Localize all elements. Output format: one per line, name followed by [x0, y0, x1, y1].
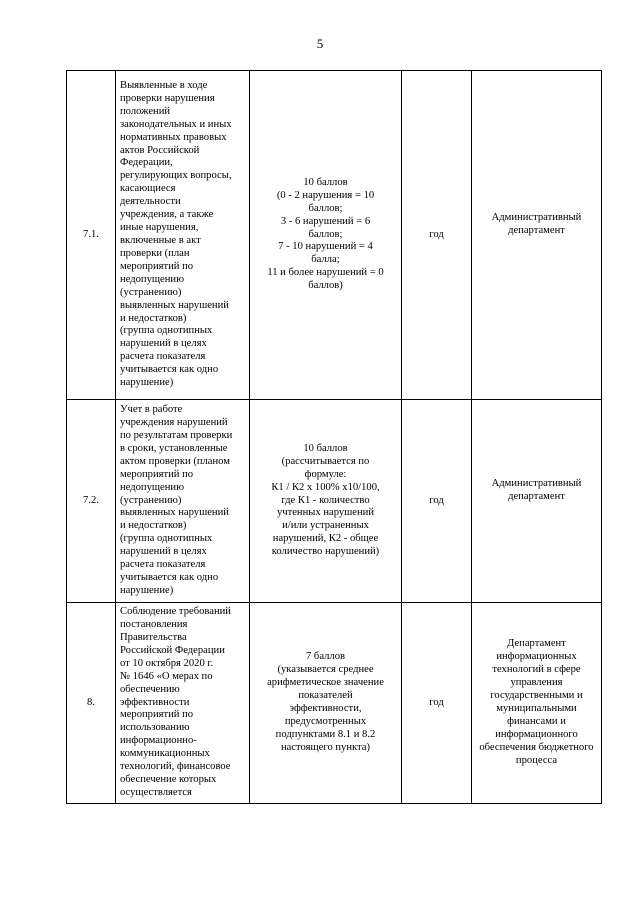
text-line: 10 баллов — [303, 176, 348, 188]
text-line: выявленных нарушений — [120, 299, 229, 311]
text-line: законодательных и иных — [120, 118, 232, 130]
text-line: осуществляется — [120, 786, 192, 798]
text-line: Административный — [491, 212, 582, 224]
text-line: положений — [120, 105, 171, 117]
text-line: недопущению — [120, 481, 184, 493]
text-line: баллов) — [308, 280, 343, 292]
text-line: по результатам проверки — [120, 429, 233, 441]
text-line: (устранению) — [120, 494, 182, 506]
text-line: управления — [510, 677, 563, 689]
text-line: предусмотренных — [284, 715, 367, 727]
text-line: актом проверки (планом — [120, 455, 230, 467]
text-line: формуле: — [304, 468, 347, 480]
score-cell — [250, 603, 402, 804]
text-line: технологий, финансовое — [120, 761, 231, 773]
text-line: деятельности — [120, 196, 181, 208]
text-line: учтенных нарушений — [276, 507, 375, 519]
text-line: показателей — [298, 690, 353, 702]
table-row — [67, 400, 602, 603]
text-line: (указывается среднее — [277, 664, 374, 676]
text-line: (0 - 2 нарушения = 10 — [276, 189, 375, 201]
text-line: выявленных нарушений — [120, 507, 229, 519]
criterion-name — [116, 603, 250, 804]
text-line: К1 / К2 х 100% х10/100, — [271, 481, 380, 493]
criterion-name — [116, 71, 250, 400]
criteria-table — [66, 70, 602, 804]
text-line: балла; — [311, 254, 340, 266]
text-line: количество нарушений) — [271, 546, 380, 558]
text-line: 10 баллов — [303, 442, 348, 454]
period-cell: год — [402, 603, 472, 804]
row-number: 7.2. — [67, 400, 116, 603]
responsible-cell — [472, 71, 602, 400]
text-line: от 10 октября 2020 г. — [120, 657, 214, 669]
text-line: настоящего пункта) — [280, 741, 371, 753]
text-line: расчета показателя — [120, 559, 206, 571]
text-line: эффективности — [120, 696, 190, 708]
text-line: баллов; — [308, 228, 343, 240]
text-line: недопущению — [120, 273, 184, 285]
text-line: Правительства — [120, 631, 187, 643]
score-cell — [250, 400, 402, 603]
text-line: коммуникационных — [120, 748, 210, 760]
text-line: информационно- — [120, 735, 197, 747]
text-line: 11 и более нарушений = 0 — [267, 267, 384, 279]
text-line: нарушений в целях — [120, 546, 207, 558]
text-line: нарушение) — [120, 377, 174, 389]
text-line: Административный — [491, 478, 582, 490]
text-line: учитывается как одно — [120, 572, 219, 584]
text-line: мероприятий по — [120, 260, 194, 272]
text-line: использованию — [120, 722, 190, 734]
responsible-cell — [472, 603, 602, 804]
text-line: мероприятий по — [120, 709, 194, 721]
text-line: и/или устраненных — [282, 520, 369, 532]
table-row — [67, 71, 602, 400]
text-line: включенные в акт — [120, 235, 201, 246]
text-line: Учет в работе — [120, 404, 183, 416]
text-line: Выявленные в ходе — [120, 79, 208, 91]
text-line: актов Российской — [120, 144, 200, 156]
text-line: учреждения нарушений — [120, 417, 228, 428]
text-line: 3 - 6 нарушений = 6 — [280, 215, 371, 227]
text-line: проверки нарушения — [120, 92, 215, 104]
text-line: учреждения, а также — [120, 209, 214, 221]
text-line: арифметическое значение — [267, 677, 384, 689]
text-line: обеспечению — [120, 683, 180, 695]
text-line: обеспечения бюджетного — [479, 741, 594, 753]
text-line: Департамент — [507, 638, 566, 650]
text-line: (группа однотипных — [120, 533, 213, 545]
text-line: департамент — [508, 491, 565, 502]
text-line: муниципальными — [496, 703, 577, 714]
text-line: регулирующих вопросы, — [120, 170, 232, 182]
text-line: информационного — [495, 728, 578, 740]
text-line: обеспечение которых — [120, 774, 217, 786]
text-line: в сроки, установленные — [120, 442, 228, 454]
text-line: Соблюдение требований — [120, 606, 231, 618]
text-line: мероприятий по — [120, 468, 194, 480]
text-line: Российской Федерации — [120, 644, 225, 656]
text-line: и недостатков) — [120, 312, 187, 324]
score-cell — [250, 71, 402, 400]
row-number: 8. — [67, 603, 116, 804]
text-line: касающиеся — [120, 183, 176, 195]
text-line: (устранению) — [120, 286, 182, 298]
text-line: технологий в сфере — [492, 664, 581, 676]
text-line: постановления — [120, 619, 188, 630]
text-line: финансами и — [507, 715, 566, 727]
text-line: нарушений, К2 - общее — [272, 533, 379, 545]
text-line: нарушение) — [120, 584, 174, 596]
text-line: государственными и — [490, 690, 583, 702]
text-line: № 1646 «О мерах по — [120, 670, 213, 682]
text-line: учитывается как одно — [120, 364, 219, 376]
text-line: расчета показателя — [120, 351, 206, 363]
period-cell: год — [402, 400, 472, 603]
text-line: баллов; — [308, 202, 343, 214]
text-line: нормативных правовых — [120, 131, 227, 143]
text-line: эффективности, — [289, 703, 362, 714]
row-number: 7.1. — [67, 71, 116, 400]
page-number: 5 — [316, 36, 324, 51]
text-line: департамент — [508, 225, 565, 236]
text-line: подпунктами 8.1 и 8.2 — [275, 728, 376, 740]
text-line: процесса — [515, 754, 558, 766]
text-line: информационных — [496, 651, 577, 663]
text-line: Федерации, — [120, 157, 173, 169]
text-line: где К1 - количество — [281, 494, 370, 506]
criterion-name — [116, 400, 250, 603]
period-cell: год — [402, 71, 472, 400]
text-line: (группа однотипных — [120, 325, 213, 337]
table-row — [67, 603, 602, 804]
text-line: проверки (план — [120, 247, 190, 259]
text-line: (рассчитывается по — [281, 455, 370, 467]
text-line: и недостатков) — [120, 520, 187, 532]
text-line: 7 - 10 нарушений = 4 — [278, 241, 373, 253]
text-line: нарушений в целях — [120, 338, 207, 350]
text-line: 7 баллов — [305, 651, 345, 663]
responsible-cell — [472, 400, 602, 603]
text-line: иные нарушения, — [120, 222, 199, 234]
